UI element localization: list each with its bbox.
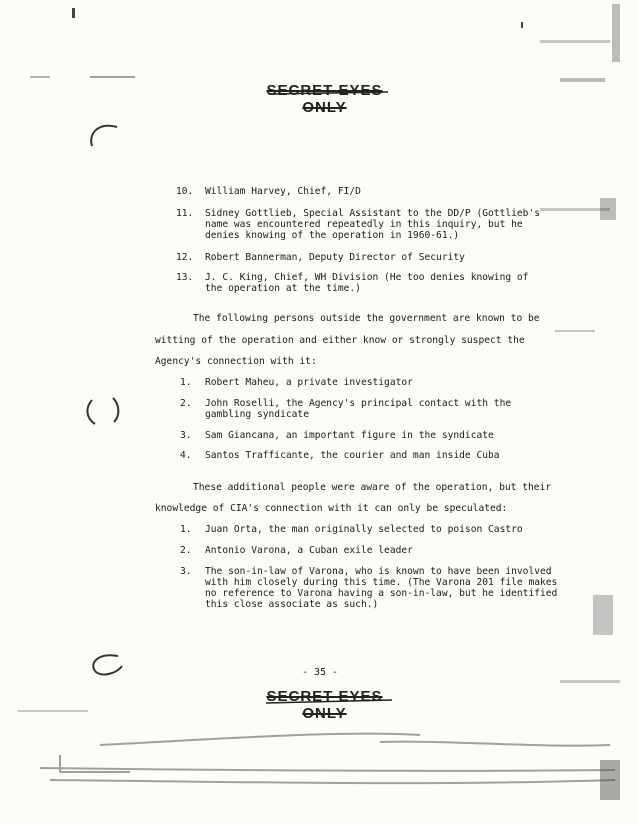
list-item-line: Antonio Varona, a Cuban exile leader xyxy=(205,545,413,556)
list-item-line: William Harvey, Chief, FI/D xyxy=(205,186,361,197)
list-item-line: Sidney Gottlieb, Special Assistant to the DD/P (Gottlieb's xyxy=(205,208,541,219)
list-item-line: no reference to Varona having a son-in-law, but he identified xyxy=(205,588,558,599)
list-item-number: 11. xyxy=(176,208,194,219)
list-item-line: the operation at the time.) xyxy=(205,283,361,294)
list-item-line: denies knowing of the operation in 1960-61.) xyxy=(205,230,460,241)
list-item-number: 1. xyxy=(180,524,192,535)
list-item-number: 4. xyxy=(180,450,192,461)
list-item-line: Robert Bannerman, Deputy Director of Security xyxy=(205,252,465,263)
list-item-line: Robert Maheu, a private investigator xyxy=(205,377,413,388)
list-item-line: Sam Giancana, an important figure in the syndicate xyxy=(205,430,494,441)
list-item-line: Santos Trafficante, the courier and man inside Cuba xyxy=(205,450,500,461)
paragraph-line: These additional people were aware of the operation, but their xyxy=(193,482,552,493)
list-item-line: name was encountered repeatedly in this inquiry, but he xyxy=(205,219,523,230)
list-item-number: 3. xyxy=(180,566,192,577)
paragraph-line: witting of the operation and either know or strongly suspect the xyxy=(155,335,525,346)
list-item-number: 3. xyxy=(180,430,192,441)
paragraph-line: knowledge of CIA's connection with it can only be speculated: xyxy=(155,503,508,514)
paragraph-line: The following persons outside the government are known to be xyxy=(193,313,540,324)
list-item-line: The son-in-law of Varona, who is known to have been involved xyxy=(205,566,552,577)
paragraph-line: Agency's connection with it: xyxy=(155,356,317,367)
list-item-line: this close associate as such.) xyxy=(205,599,379,610)
list-item-number: 2. xyxy=(180,398,192,409)
list-item-line: John Roselli, the Agency's principal contact with the xyxy=(205,398,512,409)
list-item-line: gambling syndicate xyxy=(205,409,309,420)
list-item-line: J. C. King, Chief, WH Division (He too denies knowing of xyxy=(205,272,529,283)
list-item-number: 2. xyxy=(180,545,192,556)
list-item-number: 1. xyxy=(180,377,192,388)
list-item-number: 13. xyxy=(176,272,194,283)
classification-header: SECRET EYES ONLY xyxy=(266,82,383,116)
list-item-number: 10. xyxy=(176,186,194,197)
list-item-number: 12. xyxy=(176,252,194,263)
page-number: - 35 - xyxy=(301,667,339,678)
classification-footer: SECRET EYES ONLY xyxy=(266,688,383,722)
list-item-line: Juan Orta, the man originally selected to poison Castro xyxy=(205,524,523,535)
list-item-line: with him closely during this time. (The Varona 201 file makes xyxy=(205,577,558,588)
